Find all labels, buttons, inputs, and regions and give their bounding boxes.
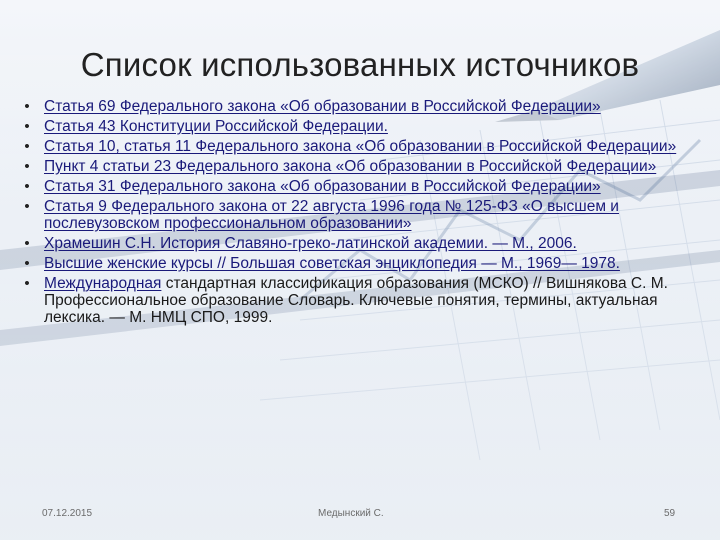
source-link[interactable]: Международная (44, 275, 162, 292)
footer-page-number: 59 (664, 508, 676, 519)
source-link[interactable]: Статья 31 Федерального закона «Об образовании в Российской Федерации» (44, 178, 601, 195)
list-item (18, 118, 698, 135)
source-link[interactable]: Пункт 4 статьи 23 Федерального закона «Об образовании в Российской Федерации» (44, 158, 657, 175)
bullet-icon: • (24, 178, 30, 195)
list-item (18, 138, 698, 155)
bullet-icon: • (24, 235, 30, 252)
source-link[interactable]: Статья 69 Федерального закона «Об образовании в Российской Федерации» (44, 98, 601, 115)
list-item (18, 198, 698, 232)
bullet-icon: • (24, 98, 30, 115)
bullet-icon: • (24, 198, 30, 215)
bullet-icon: • (24, 255, 30, 272)
list-item (18, 255, 698, 272)
source-link[interactable]: Статья 9 Федерального закона от 22 августа 1996 года № 125-ФЗ «О высшем и послевузовском профессиональном образовании» (44, 198, 619, 232)
bullet-icon: • (24, 138, 30, 155)
source-link[interactable]: Статья 10, статья 11 Федерального закона «Об образовании в Российской Федерации» (44, 138, 677, 155)
slide-title: Список использованных источников (80, 46, 640, 83)
list-item (18, 158, 698, 175)
bullet-icon: • (24, 158, 30, 175)
source-text: стандартная классификация образования (МСКО) // Вишнякова С. М. Профессиональное образование Словарь. Ключевые понятия, термины, актуальная лексика. — М. НМЦ СПО, 1999. (44, 275, 668, 326)
list-item (18, 178, 698, 195)
list-item (18, 275, 698, 326)
footer-date: 07.12.2015 (42, 508, 93, 519)
bullet-icon: • (24, 118, 30, 135)
source-link[interactable]: Храмешин С.Н. История Славяно-греко-латинской академии. — М., 2006. (44, 235, 577, 252)
bullet-icon: • (24, 275, 30, 292)
list-item (18, 98, 698, 115)
source-link[interactable]: Статья 43 Конституции Российской Федерации. (44, 118, 388, 135)
list-item (18, 235, 698, 252)
footer-author: Медынский С. (318, 508, 384, 519)
source-link[interactable]: Высшие женские курсы // Большая советская энциклопедия — М., 1969— 1978. (44, 255, 620, 272)
sources-list (18, 98, 698, 329)
